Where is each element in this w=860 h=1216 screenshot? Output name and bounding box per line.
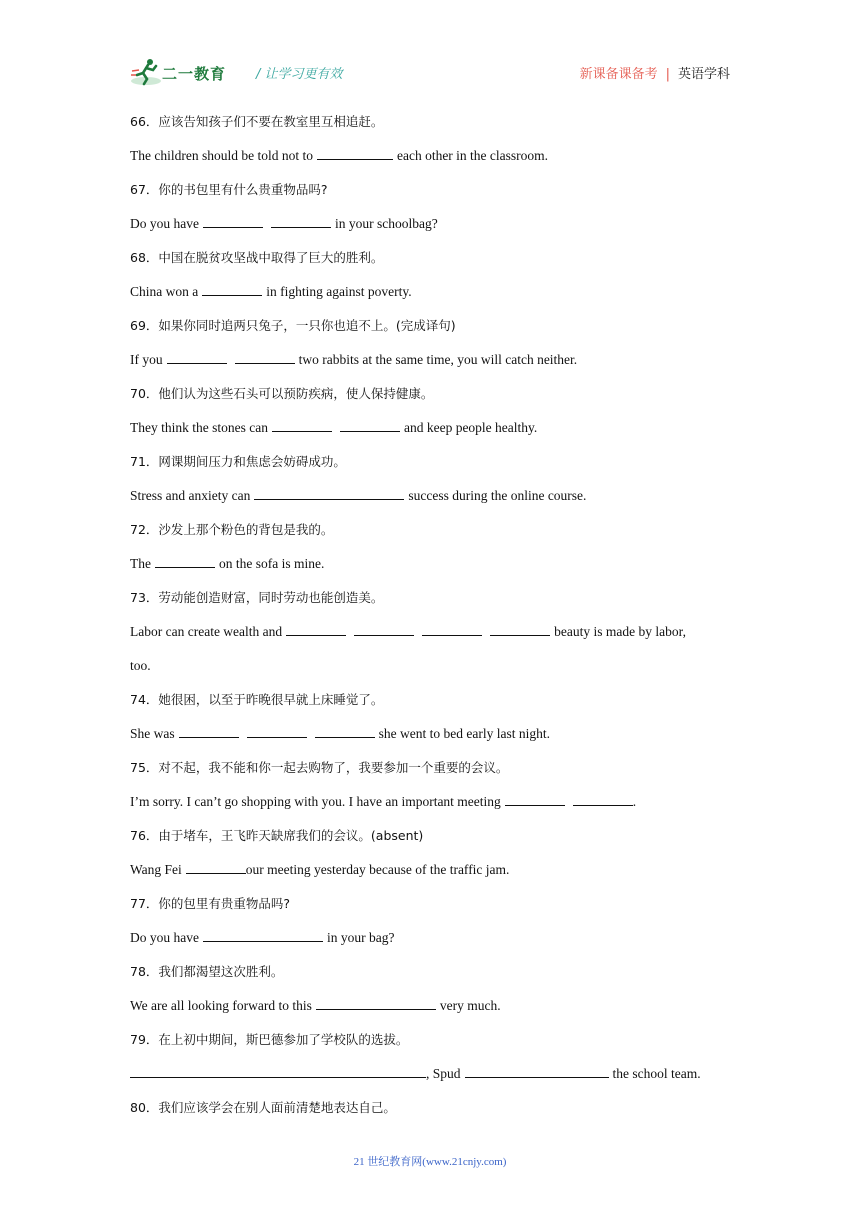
answer-blank[interactable] xyxy=(490,623,550,636)
question-76-sentence xyxy=(130,853,730,887)
question-75-sentence xyxy=(130,785,730,819)
answer-blank[interactable] xyxy=(354,623,414,636)
sentence-text: , Spud xyxy=(426,1066,461,1081)
sentence-text: We are all looking forward to this xyxy=(130,998,312,1013)
sentence-text: She was xyxy=(130,726,175,741)
answer-blank[interactable] xyxy=(179,725,239,738)
sentence-text: If you xyxy=(130,352,163,367)
question-list xyxy=(130,105,730,1125)
question-72-prompt: 72．沙发上那个粉色的背包是我的。 xyxy=(130,522,334,537)
question-73-sentence-cont: too. xyxy=(130,658,151,673)
question-67-sentence xyxy=(130,207,730,241)
sentence-text: Do you have xyxy=(130,216,199,231)
header-course-label: 新课备课备考 xyxy=(579,67,658,82)
answer-blank[interactable] xyxy=(202,283,262,296)
question-71-sentence xyxy=(130,479,730,513)
answer-blank[interactable] xyxy=(272,419,332,432)
logo xyxy=(130,55,240,89)
question-68-sentence xyxy=(130,275,730,309)
sentence-text: on the sofa is mine. xyxy=(219,556,325,571)
question-72-sentence xyxy=(130,547,730,581)
question-79-prompt: 79．在上初中期间，斯巴德参加了学校队的选拔。 xyxy=(130,1032,409,1047)
question-73-sentence xyxy=(130,615,730,649)
sentence-text: she went to bed early last night. xyxy=(378,726,550,741)
answer-blank[interactable] xyxy=(340,419,400,432)
sentence-text: The xyxy=(130,556,151,571)
sentence-text: in your schoolbag? xyxy=(334,216,438,231)
answer-blank[interactable] xyxy=(254,487,404,500)
header-separator: | xyxy=(665,67,670,82)
sentence-text: very much. xyxy=(439,998,501,1013)
answer-blank[interactable] xyxy=(130,1065,426,1078)
answer-blank[interactable] xyxy=(203,929,323,942)
question-78-sentence xyxy=(130,989,730,1023)
question-68-prompt: 68．中国在脱贫攻坚战中取得了巨大的胜利。 xyxy=(130,250,384,265)
question-76-prompt: 76．由于堵车，王飞昨天缺席我们的会议。(absent) xyxy=(130,828,424,843)
page-footer: 21 世纪教育网(www.21cnjy.com) xyxy=(353,1156,507,1168)
question-66-prompt: 66．应该告知孩子们不要在教室里互相追赶。 xyxy=(130,114,384,129)
sentence-text: China won a xyxy=(130,284,199,299)
question-70-prompt: 70．他们认为这些石头可以预防疾病，使人保持健康。 xyxy=(130,386,434,401)
sentence-text: two rabbits at the same time, you will catch neither. xyxy=(298,352,578,367)
question-71-prompt: 71．网课期间压力和焦虑会妨碍成功。 xyxy=(130,454,346,469)
sentence-text: our meeting yesterday because of the traffic jam. xyxy=(245,862,510,877)
answer-blank[interactable] xyxy=(271,215,331,228)
logo-text: 二一教育 xyxy=(162,65,227,83)
answer-blank[interactable] xyxy=(286,623,346,636)
answer-blank[interactable] xyxy=(422,623,482,636)
header-slogan: / 让学习更有效 xyxy=(256,67,343,82)
sentence-text: Do you have xyxy=(130,930,199,945)
sentence-text: The children should be told not to xyxy=(130,148,313,163)
question-66-sentence xyxy=(130,139,730,173)
question-74-prompt: 74．她很困，以至于昨晚很早就上床睡觉了。 xyxy=(130,692,384,707)
answer-blank[interactable] xyxy=(203,215,263,228)
question-67-prompt: 67．你的书包里有什么贵重物品吗? xyxy=(130,182,328,197)
answer-blank[interactable] xyxy=(316,997,436,1010)
runner-logo-icon xyxy=(130,57,162,87)
sentence-text: beauty is made by labor, xyxy=(554,624,686,639)
header-subject xyxy=(580,63,730,82)
question-69-sentence xyxy=(130,343,730,377)
answer-blank[interactable] xyxy=(315,725,375,738)
answer-blank[interactable] xyxy=(235,351,295,364)
header-subject-label: 英语学科 xyxy=(677,67,730,82)
question-78-prompt: 78．我们都渴望这次胜利。 xyxy=(130,964,284,979)
sentence-text: Stress and anxiety can xyxy=(130,488,251,503)
sentence-text: each other in the classroom. xyxy=(396,148,549,163)
answer-blank[interactable] xyxy=(573,793,633,806)
sentence-text: Wang Fei xyxy=(130,862,182,877)
answer-blank[interactable] xyxy=(247,725,307,738)
question-70-sentence xyxy=(130,411,730,445)
question-75-prompt: 75．对不起，我不能和你一起去购物了，我要参加一个重要的会议。 xyxy=(130,760,509,775)
answer-blank[interactable] xyxy=(167,351,227,364)
question-77-prompt: 77．你的包里有贵重物品吗? xyxy=(130,896,291,911)
sentence-text: in your bag? xyxy=(326,930,395,945)
sentence-text: They think the stones can xyxy=(130,420,268,435)
sentence-text: success during the online course. xyxy=(408,488,587,503)
question-79-sentence xyxy=(130,1057,730,1091)
question-74-sentence xyxy=(130,717,730,751)
answer-blank[interactable] xyxy=(505,793,565,806)
sentence-text: in fighting against poverty. xyxy=(266,284,412,299)
sentence-text: and keep people healthy. xyxy=(403,420,538,435)
sentence-text: Labor can create wealth and xyxy=(130,624,283,639)
page-header xyxy=(130,55,730,95)
question-77-sentence xyxy=(130,921,730,955)
sentence-text: the school team. xyxy=(612,1066,701,1081)
question-73-prompt: 73．劳动能创造财富，同时劳动也能创造美。 xyxy=(130,590,384,605)
answer-blank[interactable] xyxy=(465,1065,609,1078)
question-69-prompt: 69．如果你同时追两只兔子，一只你也追不上。(完成译句) xyxy=(130,318,456,333)
sentence-text: . xyxy=(632,794,637,809)
sentence-text: I’m sorry. I can’t go shopping with you. I have an important meeting xyxy=(130,794,501,809)
question-80-prompt: 80．我们应该学会在别人面前清楚地表达自己。 xyxy=(130,1100,396,1115)
answer-blank[interactable] xyxy=(155,555,215,568)
answer-blank[interactable] xyxy=(317,147,393,160)
answer-blank[interactable] xyxy=(186,861,246,874)
